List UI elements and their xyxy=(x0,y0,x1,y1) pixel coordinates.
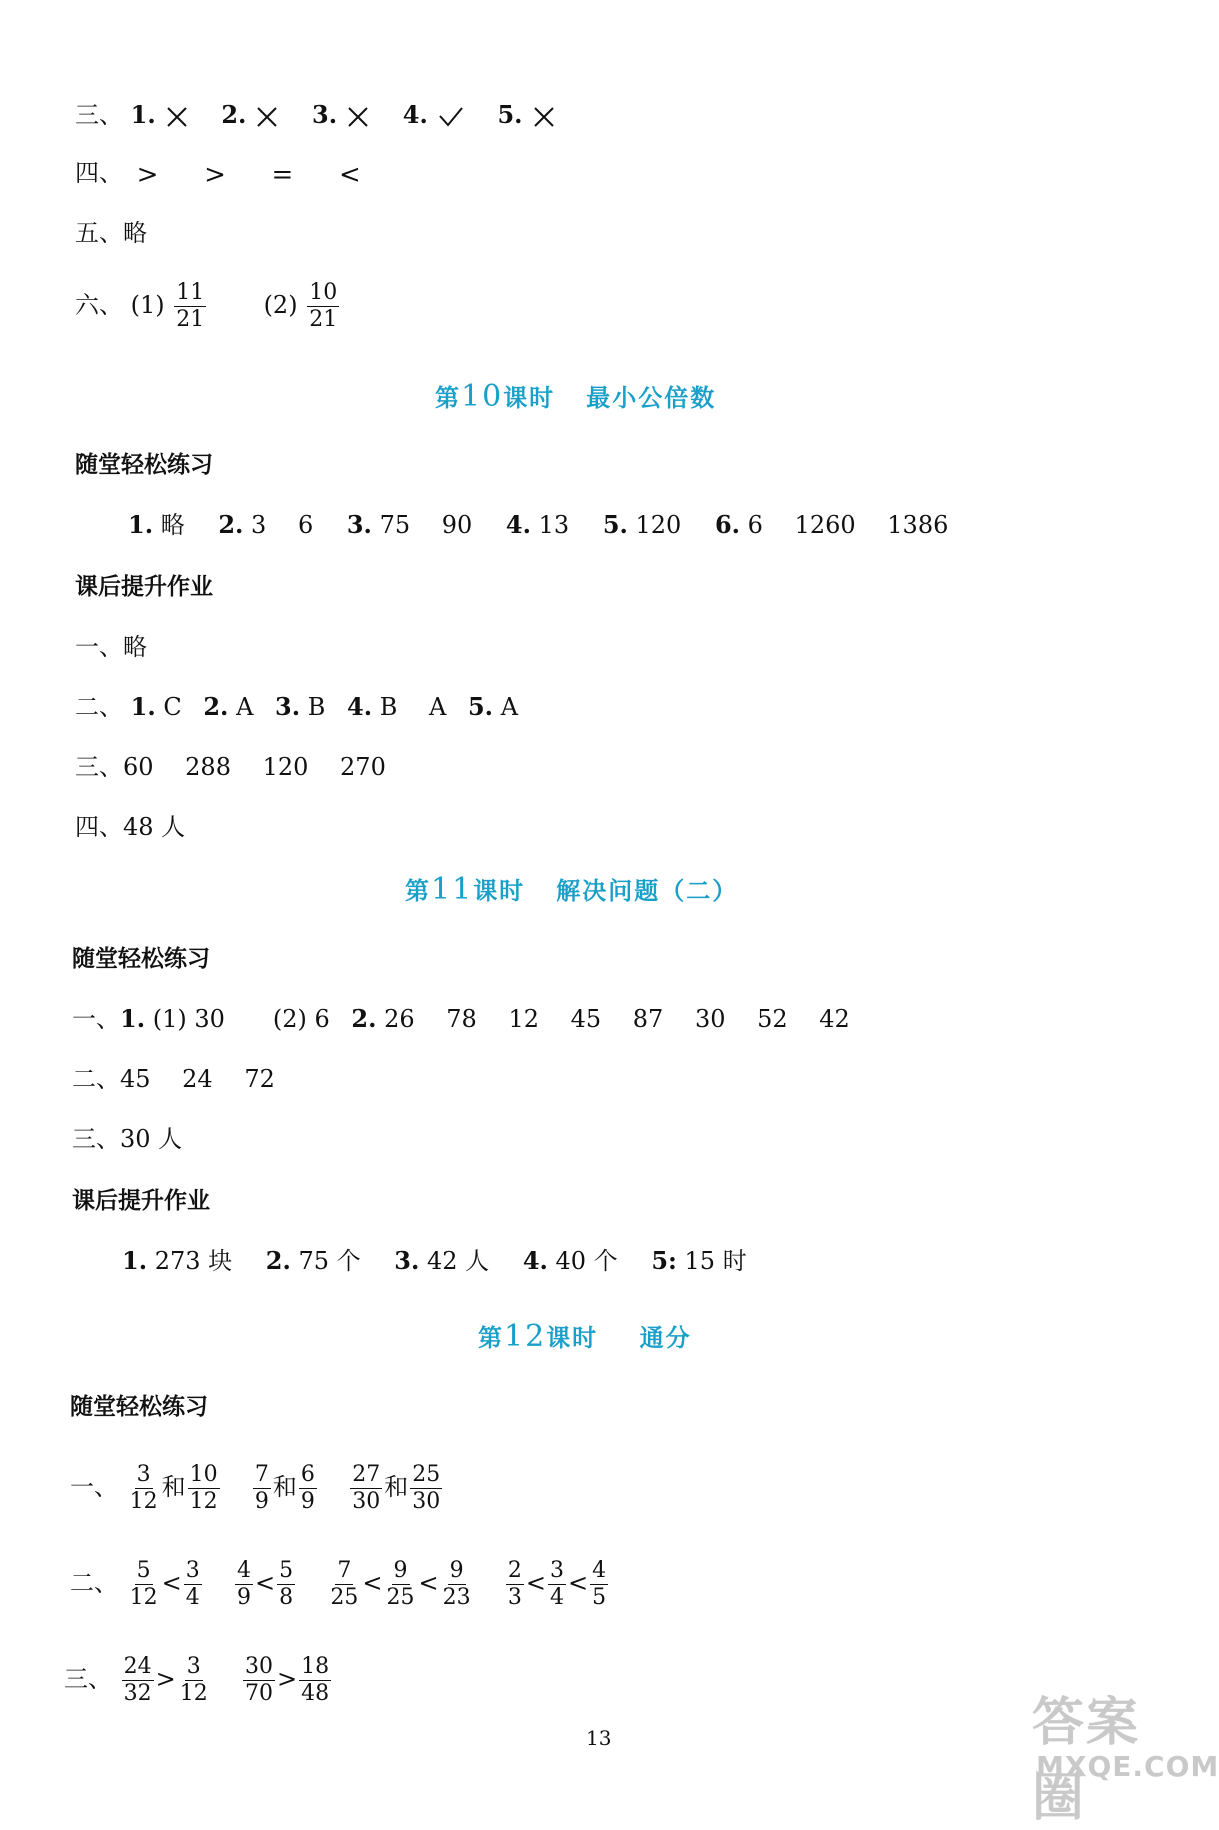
compare-symbol: > xyxy=(204,159,226,190)
fraction: $\frac{4}{9}$ xyxy=(237,1558,252,1610)
fraction: $\frac{5}{12}$ xyxy=(129,1558,158,1610)
cross-mark-icon xyxy=(533,106,555,128)
answer-text: 略 xyxy=(123,219,147,247)
cross-mark-icon xyxy=(256,106,278,128)
fraction: $\frac{25}{30}$ xyxy=(412,1462,441,1514)
row-lead: 五、 xyxy=(75,219,123,247)
answer-row-liu xyxy=(75,280,341,333)
answer-row-si: 四、48 人 xyxy=(75,813,186,841)
row-lead: 三、 xyxy=(75,101,123,129)
item-number: 3. xyxy=(312,100,338,129)
section-heading: 随堂轻松练习 xyxy=(75,452,213,478)
item-number: 5. xyxy=(497,100,523,129)
check-mark-icon xyxy=(438,106,464,128)
answer-row-san: 三、60 288 120 270 xyxy=(75,753,386,781)
answer-row-san: 三、 $\frac{24}{32}$ > $\frac{3}{12}$ $\frac{30}{70}$ > $\frac{18}{48}$ xyxy=(64,1654,330,1706)
fraction: $\frac{7}{25}$ xyxy=(330,1558,359,1610)
answer-row-wu xyxy=(75,218,147,248)
row-lead: 四、 xyxy=(75,159,123,187)
lesson-10-title: 第10课时 最小公倍数 xyxy=(435,379,717,414)
cross-mark-icon xyxy=(166,106,188,128)
fraction: $\frac{27}{30}$ xyxy=(352,1462,381,1514)
answer-row-si xyxy=(75,158,367,190)
compare-symbol: < xyxy=(338,159,361,190)
section-heading: 随堂轻松练习 xyxy=(72,946,210,972)
fraction: $\frac{10}{21}$ xyxy=(309,280,338,332)
answer-row-er: 二、 $\frac{5}{12}$ < $\frac{3}{4}$ $\frac{4}{9}$ < $\frac{5}{8}$ $\frac{7}{25}$ < $\frac{9}{25}$ < $\frac{9}{23}$ $\frac{2}{3}$ < $\frac{3}{4}$ < $\frac{4}{5}$ xyxy=(70,1558,607,1610)
fraction: $\frac{24}{32}$ xyxy=(123,1654,152,1706)
item-number: 4. xyxy=(402,100,428,129)
section-heading: 课后提升作业 xyxy=(75,574,213,600)
compare-symbol: = xyxy=(271,159,294,190)
answer-row-san: 三、30 人 xyxy=(72,1125,183,1153)
item-number: 2. xyxy=(221,100,247,129)
fraction: $\frac{4}{5}$ xyxy=(592,1558,607,1610)
page-number: 13 xyxy=(586,1726,612,1750)
fraction: $\frac{11}{21}$ xyxy=(176,280,205,332)
fraction: $\frac{9}{25}$ xyxy=(386,1558,415,1610)
answer-row-yi: 一、1. (1) 30 (2) 6 2. 26 78 12 45 87 30 52 42 xyxy=(72,1004,850,1033)
section-heading: 课后提升作业 xyxy=(72,1188,210,1214)
answer-row-er: 二、 1. C 2. A 3. B 4. B A 5. A xyxy=(75,692,519,721)
answer-row-san xyxy=(75,100,555,130)
lesson-12-title: 第12课时 通分 xyxy=(478,1319,692,1354)
answer-row-yi: 一、略 xyxy=(75,633,147,661)
item-number: 1. xyxy=(130,100,156,129)
compare-symbol: > xyxy=(136,159,159,190)
row-lead: 六、 xyxy=(75,291,123,319)
cross-mark-icon xyxy=(347,106,369,128)
sub-label: (1) xyxy=(130,291,165,319)
fraction: $\frac{7}{9}$ xyxy=(254,1462,269,1514)
fraction: $\frac{3}{4}$ xyxy=(185,1558,200,1610)
fraction: $\frac{3}{4}$ xyxy=(550,1558,565,1610)
fraction: $\frac{5}{8}$ xyxy=(279,1558,294,1610)
watermark-logo: 答案圈 MXQE.COM xyxy=(1032,1693,1219,1828)
fraction: $\frac{3}{12}$ xyxy=(129,1462,158,1514)
fraction: $\frac{2}{3}$ xyxy=(507,1558,522,1610)
fraction: $\frac{9}{23}$ xyxy=(442,1558,471,1610)
fraction: $\frac{30}{70}$ xyxy=(245,1654,274,1706)
answer-row-yi: 一、 $\frac{3}{12}$ 和 $\frac{10}{12}$ $\frac{7}{9}$ 和 $\frac{6}{9}$ $\frac{27}{30}$ 和 $\frac{25}{30}$ xyxy=(70,1462,441,1514)
lesson-11-title: 第11课时 解决问题（二） xyxy=(405,872,739,907)
answer-row-er: 二、45 24 72 xyxy=(72,1065,275,1093)
exercise-row: 1. 略 2. 3 6 3. 75 90 4. 13 5. 120 6. 6 1260 1386 xyxy=(128,510,949,539)
fraction: $\frac{3}{12}$ xyxy=(179,1654,208,1706)
exercise-row: 1. 273 块 2. 75 个 3. 42 人 4. 40 个 5: 15 时 xyxy=(122,1246,747,1275)
section-heading: 随堂轻松练习 xyxy=(70,1394,208,1420)
sub-label: (2) xyxy=(263,291,298,319)
fraction: $\frac{18}{48}$ xyxy=(301,1654,330,1706)
fraction: $\frac{10}{12}$ xyxy=(189,1462,218,1514)
fraction: $\frac{6}{9}$ xyxy=(300,1462,315,1514)
